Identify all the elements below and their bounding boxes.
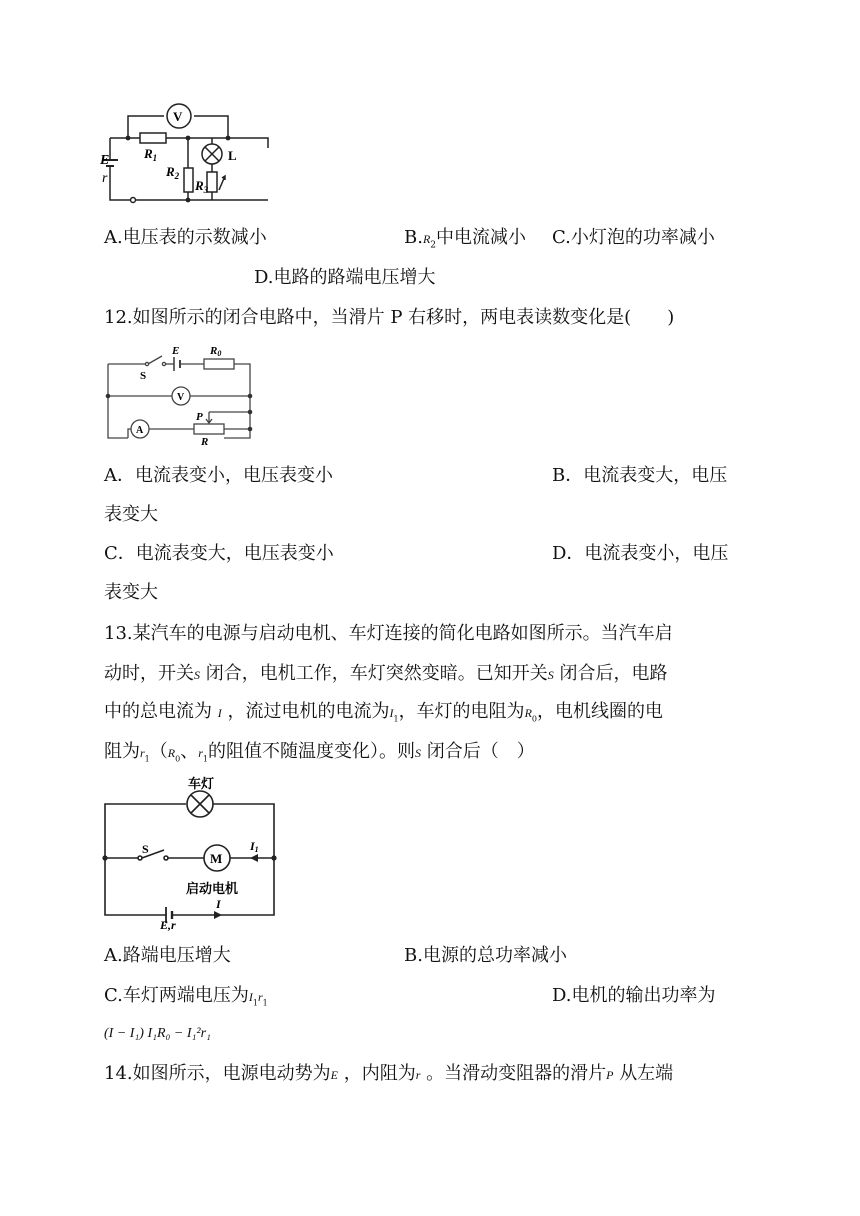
q12-circuit-diagram — [100, 342, 260, 448]
svg-text:R3: $R_3$ — [195, 178, 209, 195]
resistor-r2 — [184, 168, 193, 192]
q12-option-a: A．电流表变小，电压表变小 — [104, 465, 333, 486]
q12-option-d: D．电流表变小，电压 — [552, 543, 729, 564]
svg-text:S: S — [140, 370, 147, 382]
svg-text:E: E — [172, 345, 180, 357]
q11-option-b: $B.R_2$中电流减小 — [404, 227, 527, 251]
svg-text:车灯: 车灯 — [188, 776, 215, 791]
svg-text:S: S — [142, 842, 149, 856]
svg-text:M: M — [210, 851, 223, 866]
svg-text:V: V — [173, 109, 183, 124]
q13-option-a: A.路端电压增大 — [104, 945, 231, 966]
svg-text:E: E — [100, 153, 110, 168]
q14-stem-line1: 14.如图所示，电源电动势为E ，内阻为r 。当滑动变阻器的滑片P 从左端 — [104, 1063, 674, 1084]
svg-text:I: I — [216, 897, 221, 911]
q13-stem-line4: 阻为$r_1(R_0$、$r_1$的阻值不随温度变化）。则S 闭合后（ ） — [104, 741, 535, 764]
q12-option-d-cont: 表变大 — [104, 582, 158, 603]
svg-text:R0: R0 — [210, 345, 222, 358]
svg-text:E,r: E,r — [160, 918, 176, 932]
resistor-r3 — [207, 172, 217, 192]
q12-option-b-cont: 表变大 — [104, 504, 158, 525]
q11-option-a: A.电压表的示数减小 — [104, 227, 267, 248]
svg-text:R: R — [201, 436, 209, 448]
svg-text:启动电机: 启动电机 — [186, 881, 239, 896]
q12-option-c: C．电流表变大，电压表变小 — [104, 543, 334, 564]
q12-stem: 12.如图所示的闭合电路中，当滑片 P 右移时，两电表读数变化是( ) — [104, 307, 675, 328]
svg-text:I1: I1 — [250, 839, 259, 854]
q11-option-c: C.小灯泡的功率减小 — [552, 227, 715, 248]
q13-option-b: B.电源的总功率减小 — [404, 945, 567, 966]
q13-stem-line1: 13.某汽车的电源与启动电机、车灯连接的简化电路如图所示。当汽车启 — [104, 623, 673, 644]
q13-stem-line2: 动时，开关S 闭合，电机工作，车灯突然变暗。已知开关S 闭合后，电路 — [104, 663, 668, 684]
svg-text:V: V — [177, 392, 185, 403]
q13-option-c: C.车灯两端电压为$I_1r_1$ — [104, 985, 268, 1008]
q13-option-d: D.电机的输出功率为 — [552, 985, 716, 1006]
svg-text:R2: $R_2$ — [166, 164, 180, 181]
svg-text:R1: $R_1$ — [144, 146, 158, 163]
svg-text:P: P — [196, 411, 203, 423]
svg-text:A: A — [136, 425, 144, 436]
q12-option-b: B．电流表变大，电压 — [552, 465, 728, 486]
svg-text:r: r — [102, 171, 108, 186]
rheostat-r — [194, 424, 224, 434]
q13-option-d-expression: (I − I₁) I₁R₀ − I₁²r₁ — [104, 1026, 211, 1041]
q11-circuit-diagram — [100, 98, 280, 210]
resistor-r1 — [140, 133, 166, 143]
q13-circuit-diagram — [100, 772, 285, 932]
q11-option-d: D.电路的路端电压增大 — [254, 267, 436, 288]
q13-stem-line3: 中的总电流为 I ，流过电机的电流为$I_1$，车灯的电阻为$R_0$，电机线圈的电 — [104, 701, 663, 724]
svg-text:L: L — [228, 148, 237, 163]
resistor-r0 — [204, 359, 234, 369]
